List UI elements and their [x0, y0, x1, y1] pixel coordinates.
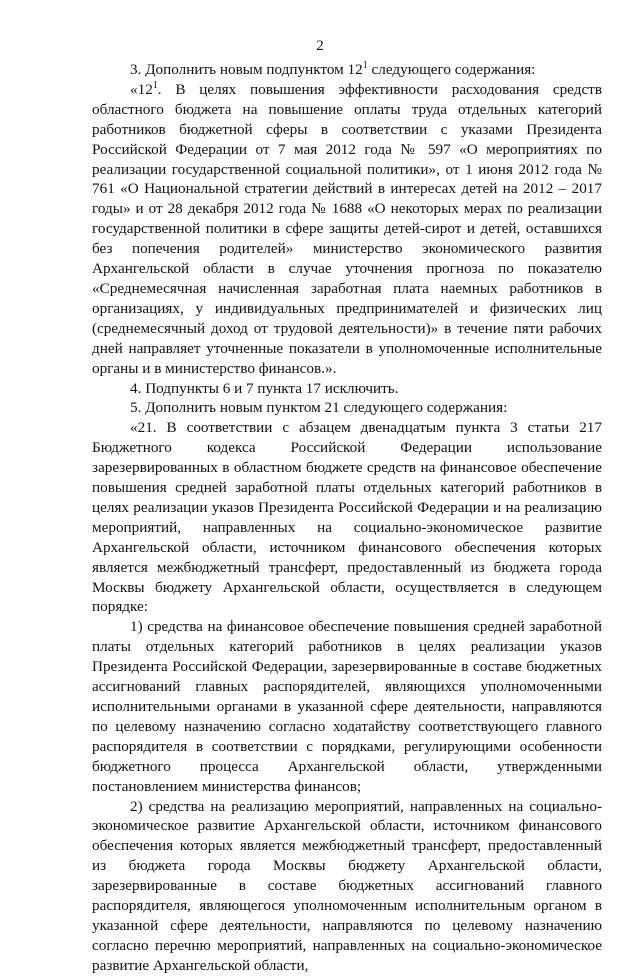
page-number: 2 [316, 38, 324, 54]
document-body [92, 60, 602, 976]
paragraph-item-4: 4. Подпункты 6 и 7 пункта 17 исключить. [130, 379, 399, 397]
paragraph-item-5: 5. Дополнить новым пунктом 21 следующего содержания: [130, 399, 508, 417]
paragraph-item-3: 3. Дополнить новым подпунктом $12^1$ следующего содержания: [130, 59, 536, 78]
paragraph-subitem-2: 2) средства на реализацию мероприятий, направленных на социально-экономическое развитие Архангельской области, источником финансового обеспечения которых является межбюджетный трансферт, предоставленный из бюджета города Москвы бюджету Архангельской области, зарезервированные в составе бюджетных ассигнований главного распорядителя, являющегося уполномоченным исполнительным органом в указанной сфере деятельности, направляются по целевому назначению согласно перечню мероприятий, направленных на социально-экономическое развитие Архангельской области, [92, 797, 602, 974]
paragraph-subitem-1: 1) средства на финансовое обеспечение повышения средней заработной платы отдельных категорий работников в целях реализации указов Президента Российской Федерации, зарезервированные в составе бюджетных ассигнований главных распорядителей, являющихся уполномоченными исполнительными органами в указанной сфере деятельности, направляются по целевому назначению согласно ходатайству соответствующего главного распорядителя в соответствии с порядками, регулирующими особенности бюджетного процесса Архангельской области, утвержденными постановлением министерства финансов; [92, 618, 602, 795]
superscript: 1 [152, 79, 158, 91]
paragraph-subpoint-12-1: «$12^1$. В целях повышения эффективности расходования средств областного бюджета на повышение оплаты труда отдельных категорий работников бюджетной сферы в соответствии с указами Президента Российской Федерации от 7 мая 2012 года № 597 «О мероприятиях по реализации государственной социальной политики», от 1 июня 2012 года № 761 «О Национальной стратегии действий в интересах детей на 2012 – 2017 годы» и от 28 декабря 2012 года № 1688 «О некоторых мерах по реализации государственной политики в сфере защиты детей-сирот и детей, оставшихся без попечения родителей» министерство экономического развития Архангельской области в случае уточнения прогноза по показателю «Среднемесячная начисленная заработная плата наемных работников в организациях, у индивидуальных предпринимателей и физических лиц (среднемесячный доход от трудовой деятельности)» в течение пяти рабочих дней направляет уточненные показатели в уполномоченные исполнительные органы и в министерство финансов.». [92, 79, 602, 377]
paragraph-point-21: «21. В соответствии с абзацем двенадцатым пункта 3 статьи 217 Бюджетного кодекса Российской Федерации использование зарезервированных в областном бюджете средств на финансовое обеспечение повышения средней заработной платы отдельных категорий работников в целях реализации указов Президента Российской Федерации и на реализацию мероприятий, направленных на социально-экономическое развитие Архангельской области, источником финансового обеспечения которых является межбюджетный трансферт, предоставленный из бюджета города Москвы бюджету Архангельской области, осуществляется в следующем порядке: [92, 419, 602, 616]
superscript: 1 [362, 59, 368, 71]
